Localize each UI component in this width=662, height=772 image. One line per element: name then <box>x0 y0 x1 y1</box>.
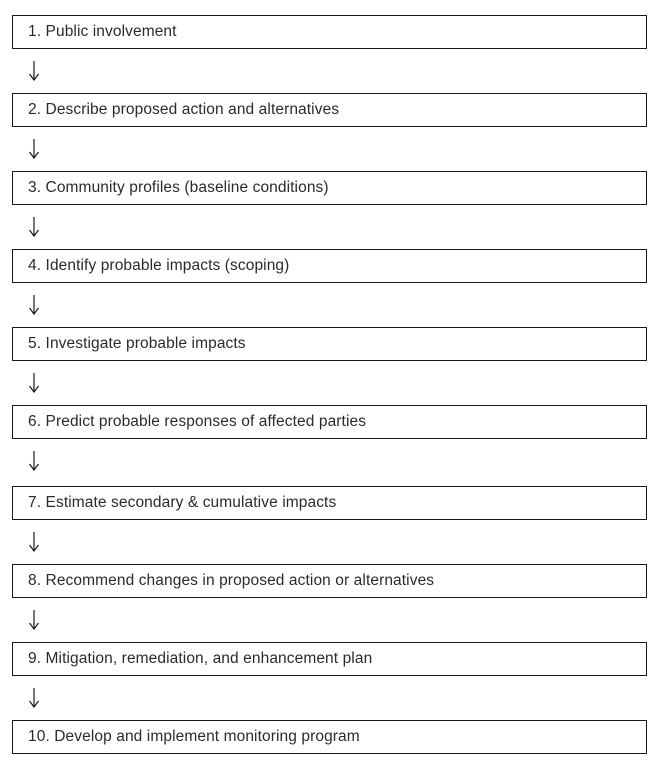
step-label-2: 2. Describe proposed action and alternatives <box>28 101 340 118</box>
step-label-6: 6. Predict probable responses of affected parties <box>28 413 367 430</box>
arrow-down-icon <box>27 216 41 238</box>
step-label-3: 3. Community profiles (baseline conditions) <box>28 179 329 196</box>
step-label-5: 5. Investigate probable impacts <box>28 335 246 352</box>
arrow-down-icon <box>27 294 41 316</box>
step-label-9: 9. Mitigation, remediation, and enhancement plan <box>28 650 373 667</box>
step-box-7 <box>12 486 647 520</box>
step-box-8 <box>12 564 647 598</box>
arrow-down-icon <box>27 450 41 472</box>
arrow-down-icon <box>27 609 41 631</box>
step-label-1: 1. Public involvement <box>28 23 177 40</box>
arrow-down-icon <box>27 138 41 160</box>
step-box-2 <box>12 93 647 127</box>
step-box-10 <box>12 720 647 754</box>
step-label-7: 7. Estimate secondary & cumulative impacts <box>28 494 337 511</box>
step-box-3 <box>12 171 647 205</box>
step-label-10: 10. Develop and implement monitoring program <box>28 728 360 745</box>
arrow-down-icon <box>27 60 41 82</box>
step-box-6 <box>12 405 647 439</box>
step-label-8: 8. Recommend changes in proposed action or alternatives <box>28 572 435 589</box>
step-box-9 <box>12 642 647 676</box>
arrow-down-icon <box>27 372 41 394</box>
arrow-down-icon <box>27 531 41 553</box>
step-label-4: 4. Identify probable impacts (scoping) <box>28 257 290 274</box>
step-box-1 <box>12 15 647 49</box>
step-box-5 <box>12 327 647 361</box>
arrow-down-icon <box>27 687 41 709</box>
step-box-4 <box>12 249 647 283</box>
